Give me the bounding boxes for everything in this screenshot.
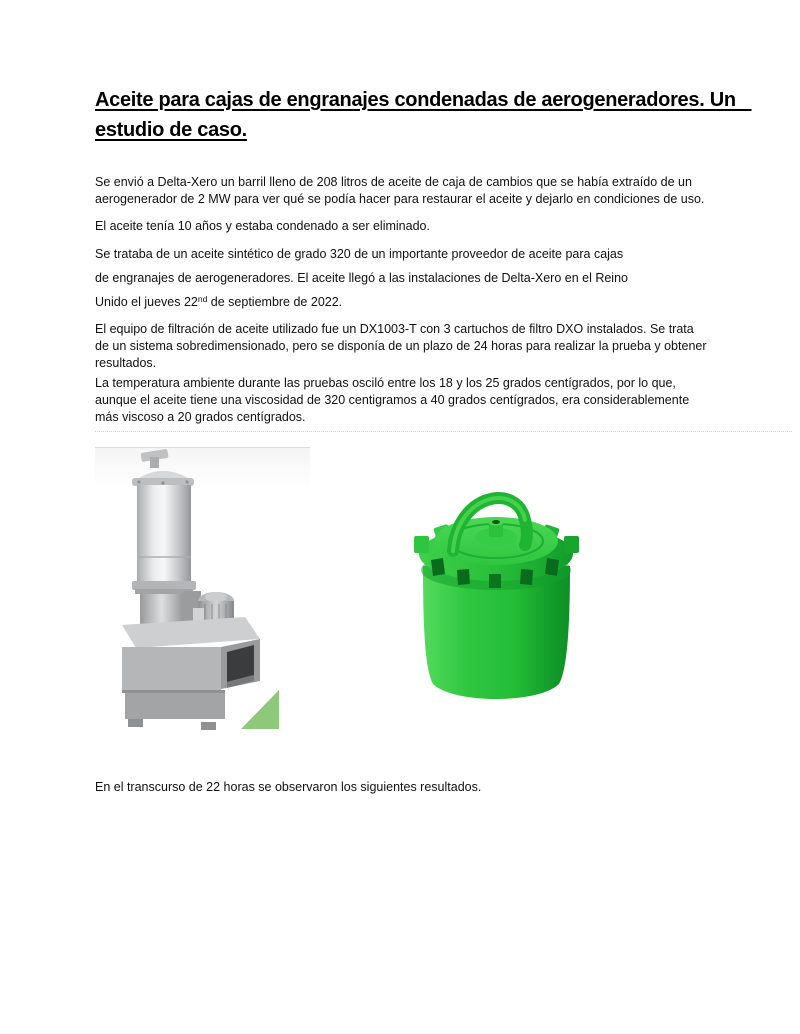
- paragraph-3-line1: Se trataba de un aceite sintético de grado 320 de un importante proveedor de aceite para cajas: [95, 247, 624, 261]
- paragraph-3-line2: de engranajes de aerogeneradores. El aceite llegó a las instalaciones de Delta-Xero en el Reino: [95, 271, 628, 285]
- paragraph-3-line3: [95, 290, 628, 315]
- paragraph-2: [95, 218, 430, 235]
- paragraph-5-line2: aunque el aceite tiene una viscosidad de 320 centigramos a 40 grados centígrados, era considerablemente: [95, 393, 690, 407]
- spout-opening: [492, 520, 500, 524]
- anchor-dotted-line: [95, 431, 792, 432]
- paragraph-5: [95, 375, 689, 426]
- green-barrel-image: [413, 478, 581, 726]
- filtration-unit-drawing: [95, 448, 310, 744]
- paragraph-5-line3: más viscoso a 20 grados centígrados.: [95, 410, 306, 424]
- page-title: [95, 85, 752, 145]
- paragraph-3: [95, 242, 628, 315]
- paragraph-5-line1: La temperatura ambiente durante las pruebas osciló entre los 18 y los 25 grados centígrados, por lo que,: [95, 376, 676, 390]
- green-triangle-watermark: [241, 690, 279, 729]
- vessel-cap: [132, 471, 194, 486]
- page-title-line2: estudio de caso.: [95, 119, 247, 141]
- paragraph-2-line1: El aceite tenía 10 años y estaba condenado a ser eliminado.: [95, 219, 430, 233]
- paragraph-4-line3: resultados.: [95, 356, 157, 370]
- closing-line: En el transcurso de 22 horas se observaron los siguientes resultados.: [95, 780, 482, 794]
- closing-paragraph: [95, 779, 481, 796]
- date-text: Unido el jueves 22: [95, 295, 198, 309]
- paragraph-1: [95, 174, 704, 208]
- paragraph-4-line2: de un sistema sobredimensionado, pero se disponía de un plazo de 24 horas para realizar la prueba y obtener: [95, 339, 707, 353]
- paragraph-4: [95, 321, 707, 372]
- green-barrel-drawing: [413, 478, 581, 726]
- paragraph-1-line2: aerogenerador de 2 MW para ver qué se podía hacer para restaurar el aceite y dejarlo en condiciones de uso.: [95, 192, 705, 206]
- paragraph-4-line1: El equipo de filtración de aceite utilizado fue un DX1003-T con 3 cartuchos de filtro DXO instalados. Se trata: [95, 322, 694, 336]
- vessel-cap-valve: [141, 449, 169, 468]
- ordinal-superscript: nd: [197, 293, 208, 304]
- page-title-line1: Aceite para cajas de engranajes condenadas de aerogeneradores. Un: [95, 89, 752, 111]
- paragraph-1-line1: Se envió a Delta-Xero un barril lleno de 208 litros de aceite de caja de cambios que se había extraído de un: [95, 175, 692, 189]
- filtration-unit-image: [95, 447, 310, 744]
- base-tank: [122, 617, 260, 730]
- date-text-rest: de septiembre de 2022.: [207, 295, 343, 309]
